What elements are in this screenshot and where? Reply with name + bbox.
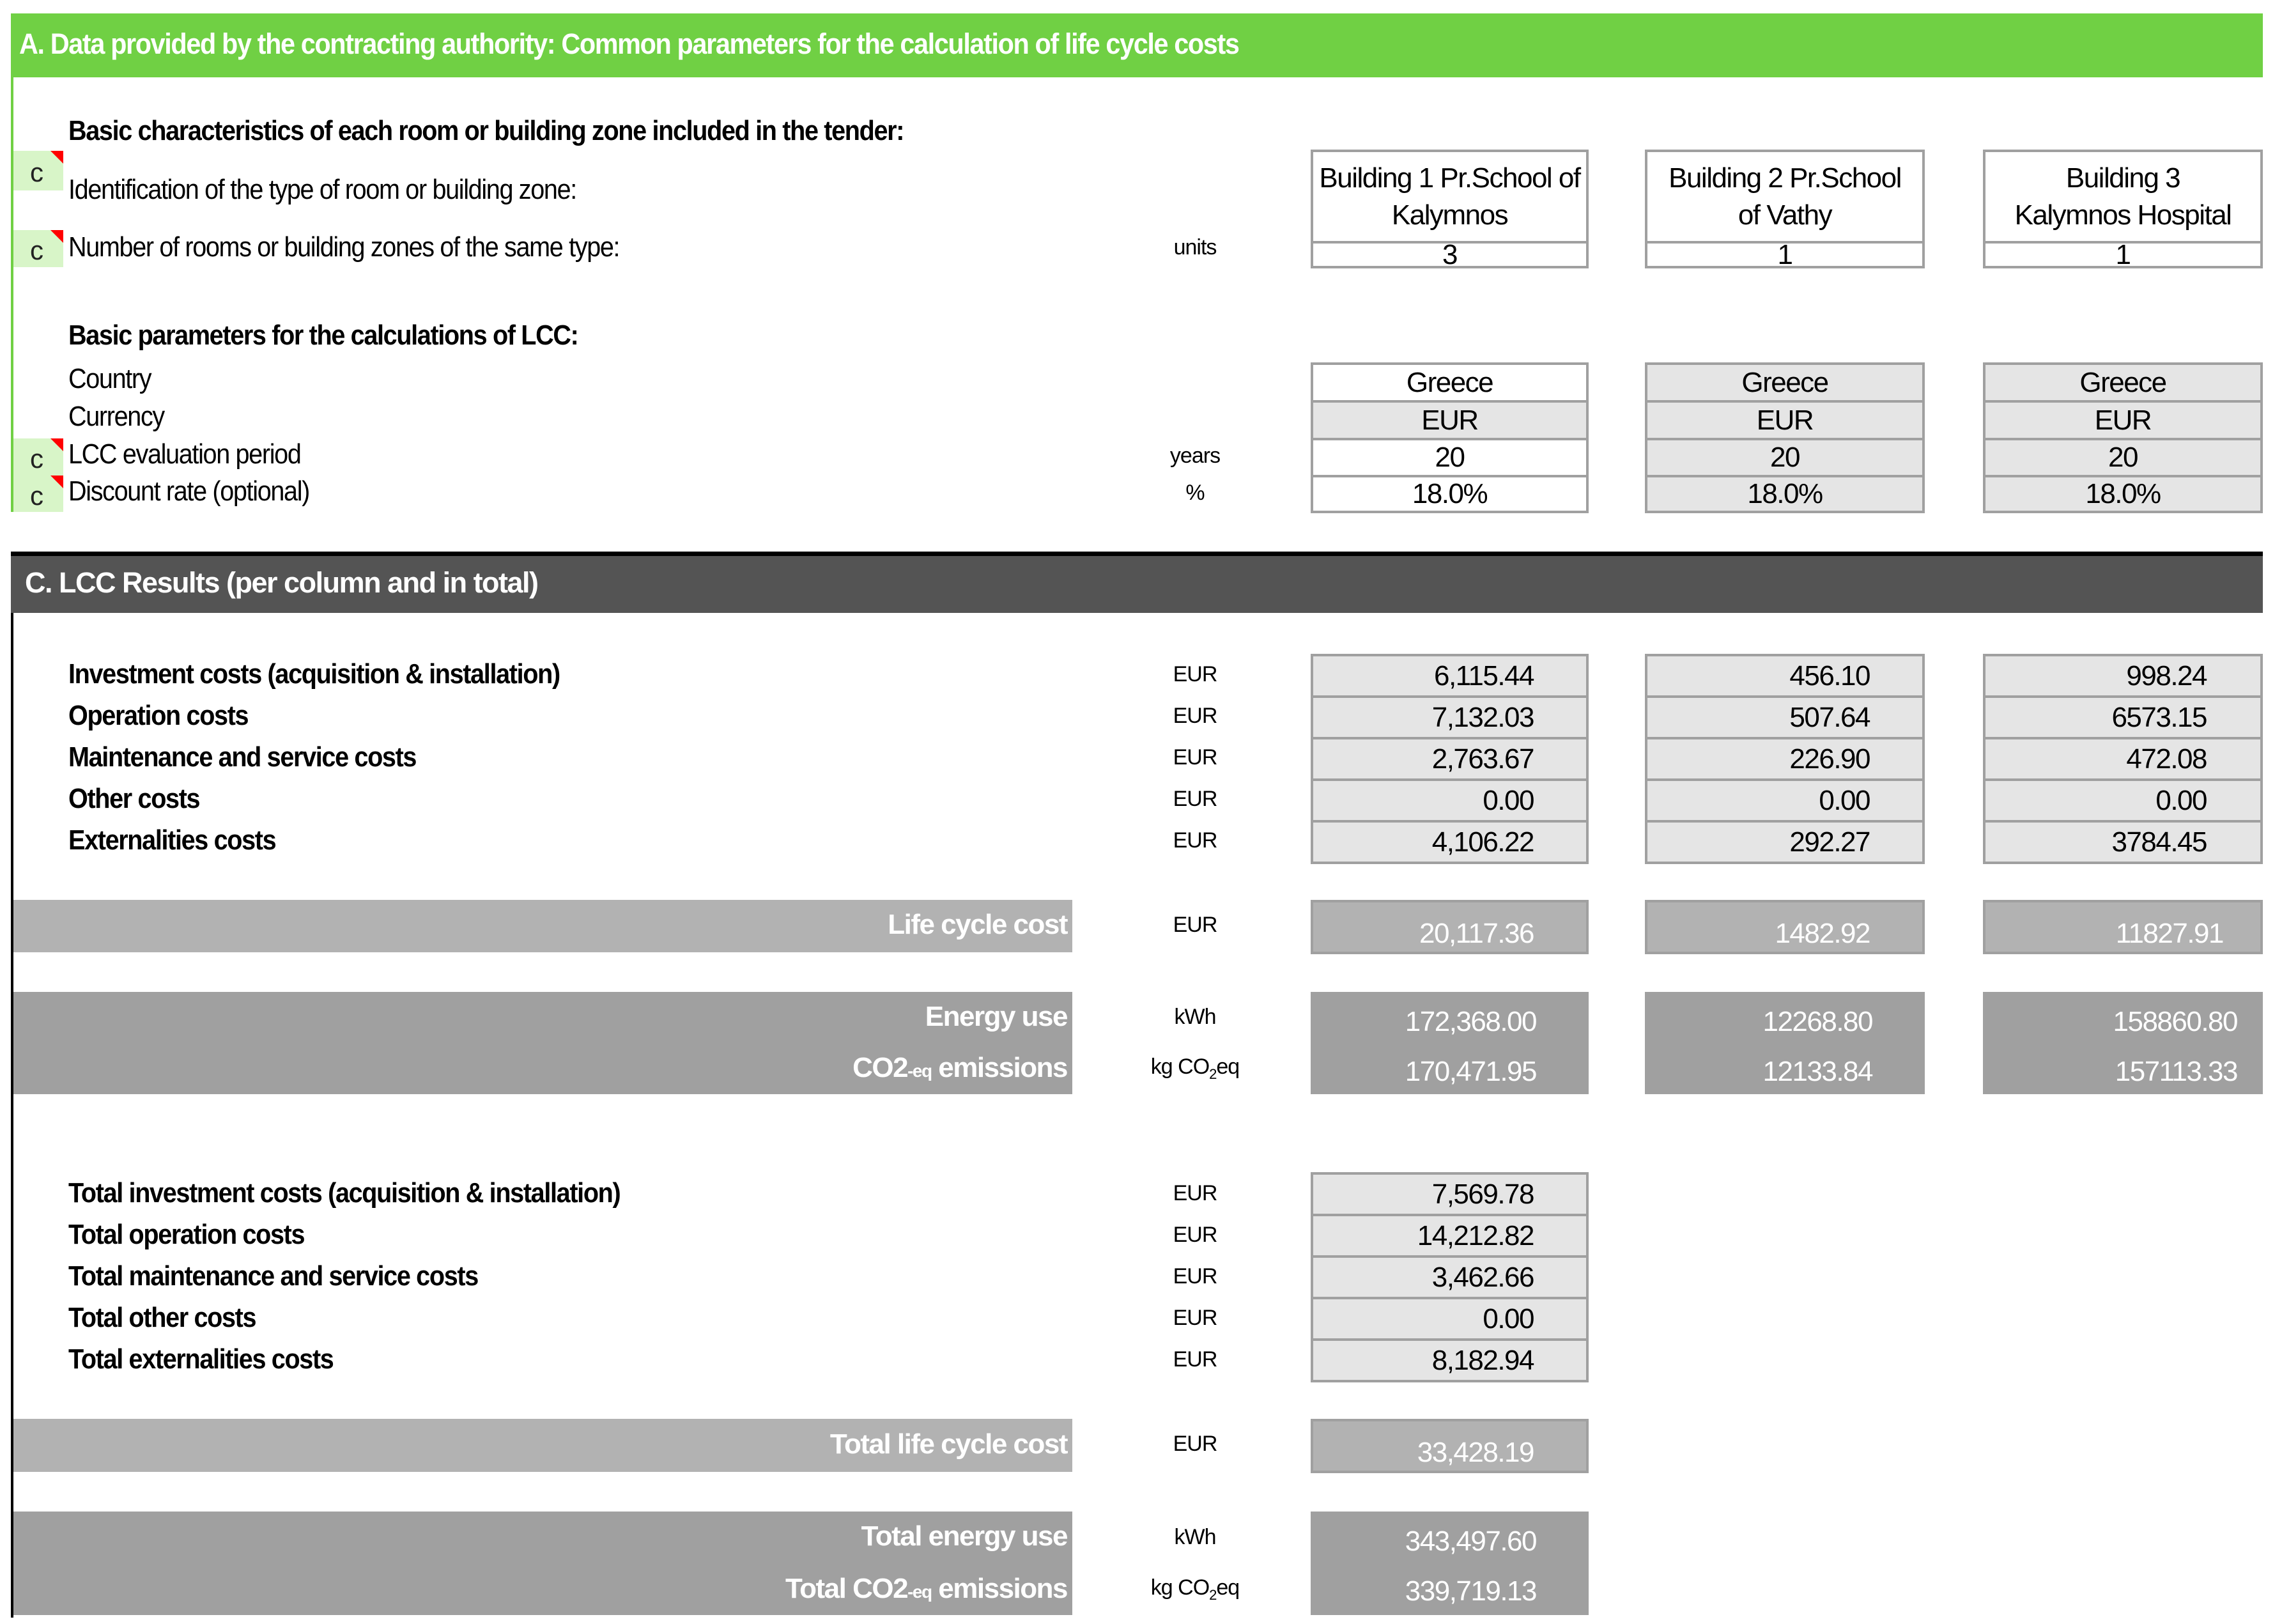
total-investment-cell: 7,569.78 xyxy=(1311,1172,1589,1216)
b3-lcc-period-cell: 20 xyxy=(1983,438,2263,477)
unit-eur: EUR xyxy=(1173,1432,1217,1456)
unit-kwh: kWh xyxy=(1174,1525,1216,1549)
total-label-other: Total other costs xyxy=(68,1302,256,1333)
unit-kwh: kWh xyxy=(1174,1005,1216,1029)
b2-investment-cell: 456.10 xyxy=(1645,654,1925,698)
row-label-number: Number of rooms or building zones of the same type: xyxy=(68,231,620,263)
param-label-discount-rate: Discount rate (optional) xyxy=(68,476,310,507)
building-2-name-cell[interactable]: Building 2 Pr.School of Vathy xyxy=(1645,150,1925,244)
b1-lcc-period-cell[interactable]: 20 xyxy=(1311,438,1589,477)
section-a-header xyxy=(11,13,2263,77)
b1-currency-cell: EUR xyxy=(1311,400,1589,440)
section-c-title: C. LCC Results (per column and in total) xyxy=(25,566,538,599)
unit-kg-co2eq: kg $CO_2eq$ xyxy=(1150,1055,1240,1082)
param-label-country: Country xyxy=(68,363,151,394)
total-label-externalities: Total externalities costs xyxy=(68,1343,334,1375)
row-label-identification: Identification of the type of room or building zone: xyxy=(68,174,576,205)
total-lcc-cell: 33,428.19 xyxy=(1311,1419,1589,1473)
total-label-investment: Total investment costs (acquisition & installation) xyxy=(68,1177,621,1209)
b2-country-cell: Greece xyxy=(1645,362,1925,403)
building-2-count-cell[interactable]: 1 xyxy=(1645,241,1925,268)
total-energy-co2-bar xyxy=(13,1512,1072,1615)
b1-investment-cell: 6,115.44 xyxy=(1311,654,1589,698)
b2-currency-cell: EUR xyxy=(1645,400,1925,440)
b2-lcc-cell: 1482.92 xyxy=(1645,900,1925,954)
unit-eur: EUR xyxy=(1173,704,1217,728)
comment-indicator-icon xyxy=(50,151,63,164)
b1-lcc-cell: 20,117.36 xyxy=(1311,900,1589,954)
b1-discount-rate-cell[interactable]: 18.0% xyxy=(1311,475,1589,513)
energy-use-label: Energy use xyxy=(925,1001,1067,1032)
building-3-count-cell[interactable]: 1 xyxy=(1983,241,2263,268)
b1-country-cell[interactable]: Greece xyxy=(1311,362,1589,403)
b3-operation-cell: 6573.15 xyxy=(1983,695,2263,739)
comment-marker-identification[interactable]: c xyxy=(13,151,63,190)
total-energy-co2-cell: 343,497.60 339,719.13 xyxy=(1311,1512,1589,1615)
unit-percent: % xyxy=(1185,481,1205,505)
energy-co2-bar xyxy=(13,992,1072,1094)
building-3-name-cell[interactable]: Building 3 Kalymnos Hospital xyxy=(1983,150,2263,244)
total-co2-emissions-label: Total CO2-eq emissions xyxy=(785,1573,1067,1604)
total-externalities-cell: 8,182.94 xyxy=(1311,1338,1589,1382)
total-energy-use-label: Total energy use xyxy=(861,1520,1067,1552)
cost-label-other: Other costs xyxy=(68,783,200,814)
b3-discount-rate-cell: 18.0% xyxy=(1983,475,2263,513)
b3-lcc-cell: 11827.91 xyxy=(1983,900,2263,954)
b2-operation-cell: 507.64 xyxy=(1645,695,1925,739)
building-1-count-cell[interactable]: 3 xyxy=(1311,241,1589,268)
total-operation-cell: 14,212.82 xyxy=(1311,1214,1589,1258)
b3-maintenance-cell: 472.08 xyxy=(1983,737,2263,781)
b2-maintenance-cell: 226.90 xyxy=(1645,737,1925,781)
basic-parameters-heading: Basic parameters for the calculations of LCC: xyxy=(68,320,578,351)
comment-marker-lcc-period[interactable]: c xyxy=(13,438,63,476)
unit-eur: EUR xyxy=(1173,1264,1217,1288)
cost-label-externalities: Externalities costs xyxy=(68,824,276,856)
unit-eur: EUR xyxy=(1173,787,1217,811)
co2-emissions-label: CO2-eq emissions xyxy=(852,1052,1067,1083)
total-other-cell: 0.00 xyxy=(1311,1297,1589,1341)
total-maintenance-cell: 3,462.66 xyxy=(1311,1255,1589,1299)
total-label-maintenance: Total maintenance and service costs xyxy=(68,1260,478,1292)
b3-energy-co2-cell: 158860.80 157113.33 xyxy=(1983,992,2263,1094)
b2-discount-rate-cell: 18.0% xyxy=(1645,475,1925,513)
param-label-currency: Currency xyxy=(68,401,164,432)
b1-maintenance-cell: 2,763.67 xyxy=(1311,737,1589,781)
unit-years: years xyxy=(1169,444,1221,468)
unit-eur: EUR xyxy=(1173,1306,1217,1330)
b1-operation-cell: 7,132.03 xyxy=(1311,695,1589,739)
total-life-cycle-cost-label: Total life cycle cost xyxy=(829,1428,1067,1460)
life-cycle-cost-label: Life cycle cost xyxy=(888,909,1067,940)
cost-label-investment: Investment costs (acquisition & installation) xyxy=(68,658,560,690)
cost-label-maintenance: Maintenance and service costs xyxy=(68,741,417,773)
unit-eur: EUR xyxy=(1173,1223,1217,1247)
section-c-header xyxy=(11,556,2263,613)
b1-energy-co2-cell: 172,368.00 170,471.95 xyxy=(1311,992,1589,1094)
b1-other-cell: 0.00 xyxy=(1311,778,1589,823)
total-label-operation: Total operation costs xyxy=(68,1219,305,1250)
comment-indicator-icon xyxy=(50,438,63,451)
unit-eur: EUR xyxy=(1173,828,1217,853)
unit-eur: EUR xyxy=(1173,1347,1217,1372)
b3-externalities-cell: 3784.45 xyxy=(1983,820,2263,864)
total-life-cycle-cost-bar xyxy=(13,1419,1072,1472)
unit-units: units xyxy=(1173,235,1217,259)
comment-marker-number[interactable]: c xyxy=(13,230,63,267)
param-label-lcc-period: LCC evaluation period xyxy=(68,438,301,470)
unit-kg-co2eq: kg $CO_2eq$ xyxy=(1150,1575,1240,1603)
unit-eur: EUR xyxy=(1173,1181,1217,1205)
building-1-name-cell[interactable]: Building 1 Pr.School of Kalymnos xyxy=(1311,150,1589,244)
b3-currency-cell: EUR xyxy=(1983,400,2263,440)
unit-eur: EUR xyxy=(1173,913,1217,937)
b1-externalities-cell: 4,106.22 xyxy=(1311,820,1589,864)
cost-label-operation: Operation costs xyxy=(68,700,249,731)
section-c-top-border xyxy=(11,552,2263,556)
b3-other-cell: 0.00 xyxy=(1983,778,2263,823)
b3-investment-cell: 998.24 xyxy=(1983,654,2263,698)
b2-other-cell: 0.00 xyxy=(1645,778,1925,823)
life-cycle-cost-bar xyxy=(13,900,1072,952)
comment-indicator-icon xyxy=(50,230,63,243)
basic-characteristics-heading: Basic characteristics of each room or building zone included in the tender: xyxy=(68,115,904,146)
b2-lcc-period-cell: 20 xyxy=(1645,438,1925,477)
unit-eur: EUR xyxy=(1173,745,1217,769)
unit-eur: EUR xyxy=(1173,662,1217,686)
b2-externalities-cell: 292.27 xyxy=(1645,820,1925,864)
comment-indicator-icon xyxy=(50,476,63,488)
b2-energy-co2-cell: 12268.80 12133.84 xyxy=(1645,992,1925,1094)
b3-country-cell: Greece xyxy=(1983,362,2263,403)
comment-marker-discount-rate[interactable]: c xyxy=(13,476,63,512)
section-a-title: A. Data provided by the contracting authority: Common parameters for the calculation of life cycle costs xyxy=(19,27,1239,60)
